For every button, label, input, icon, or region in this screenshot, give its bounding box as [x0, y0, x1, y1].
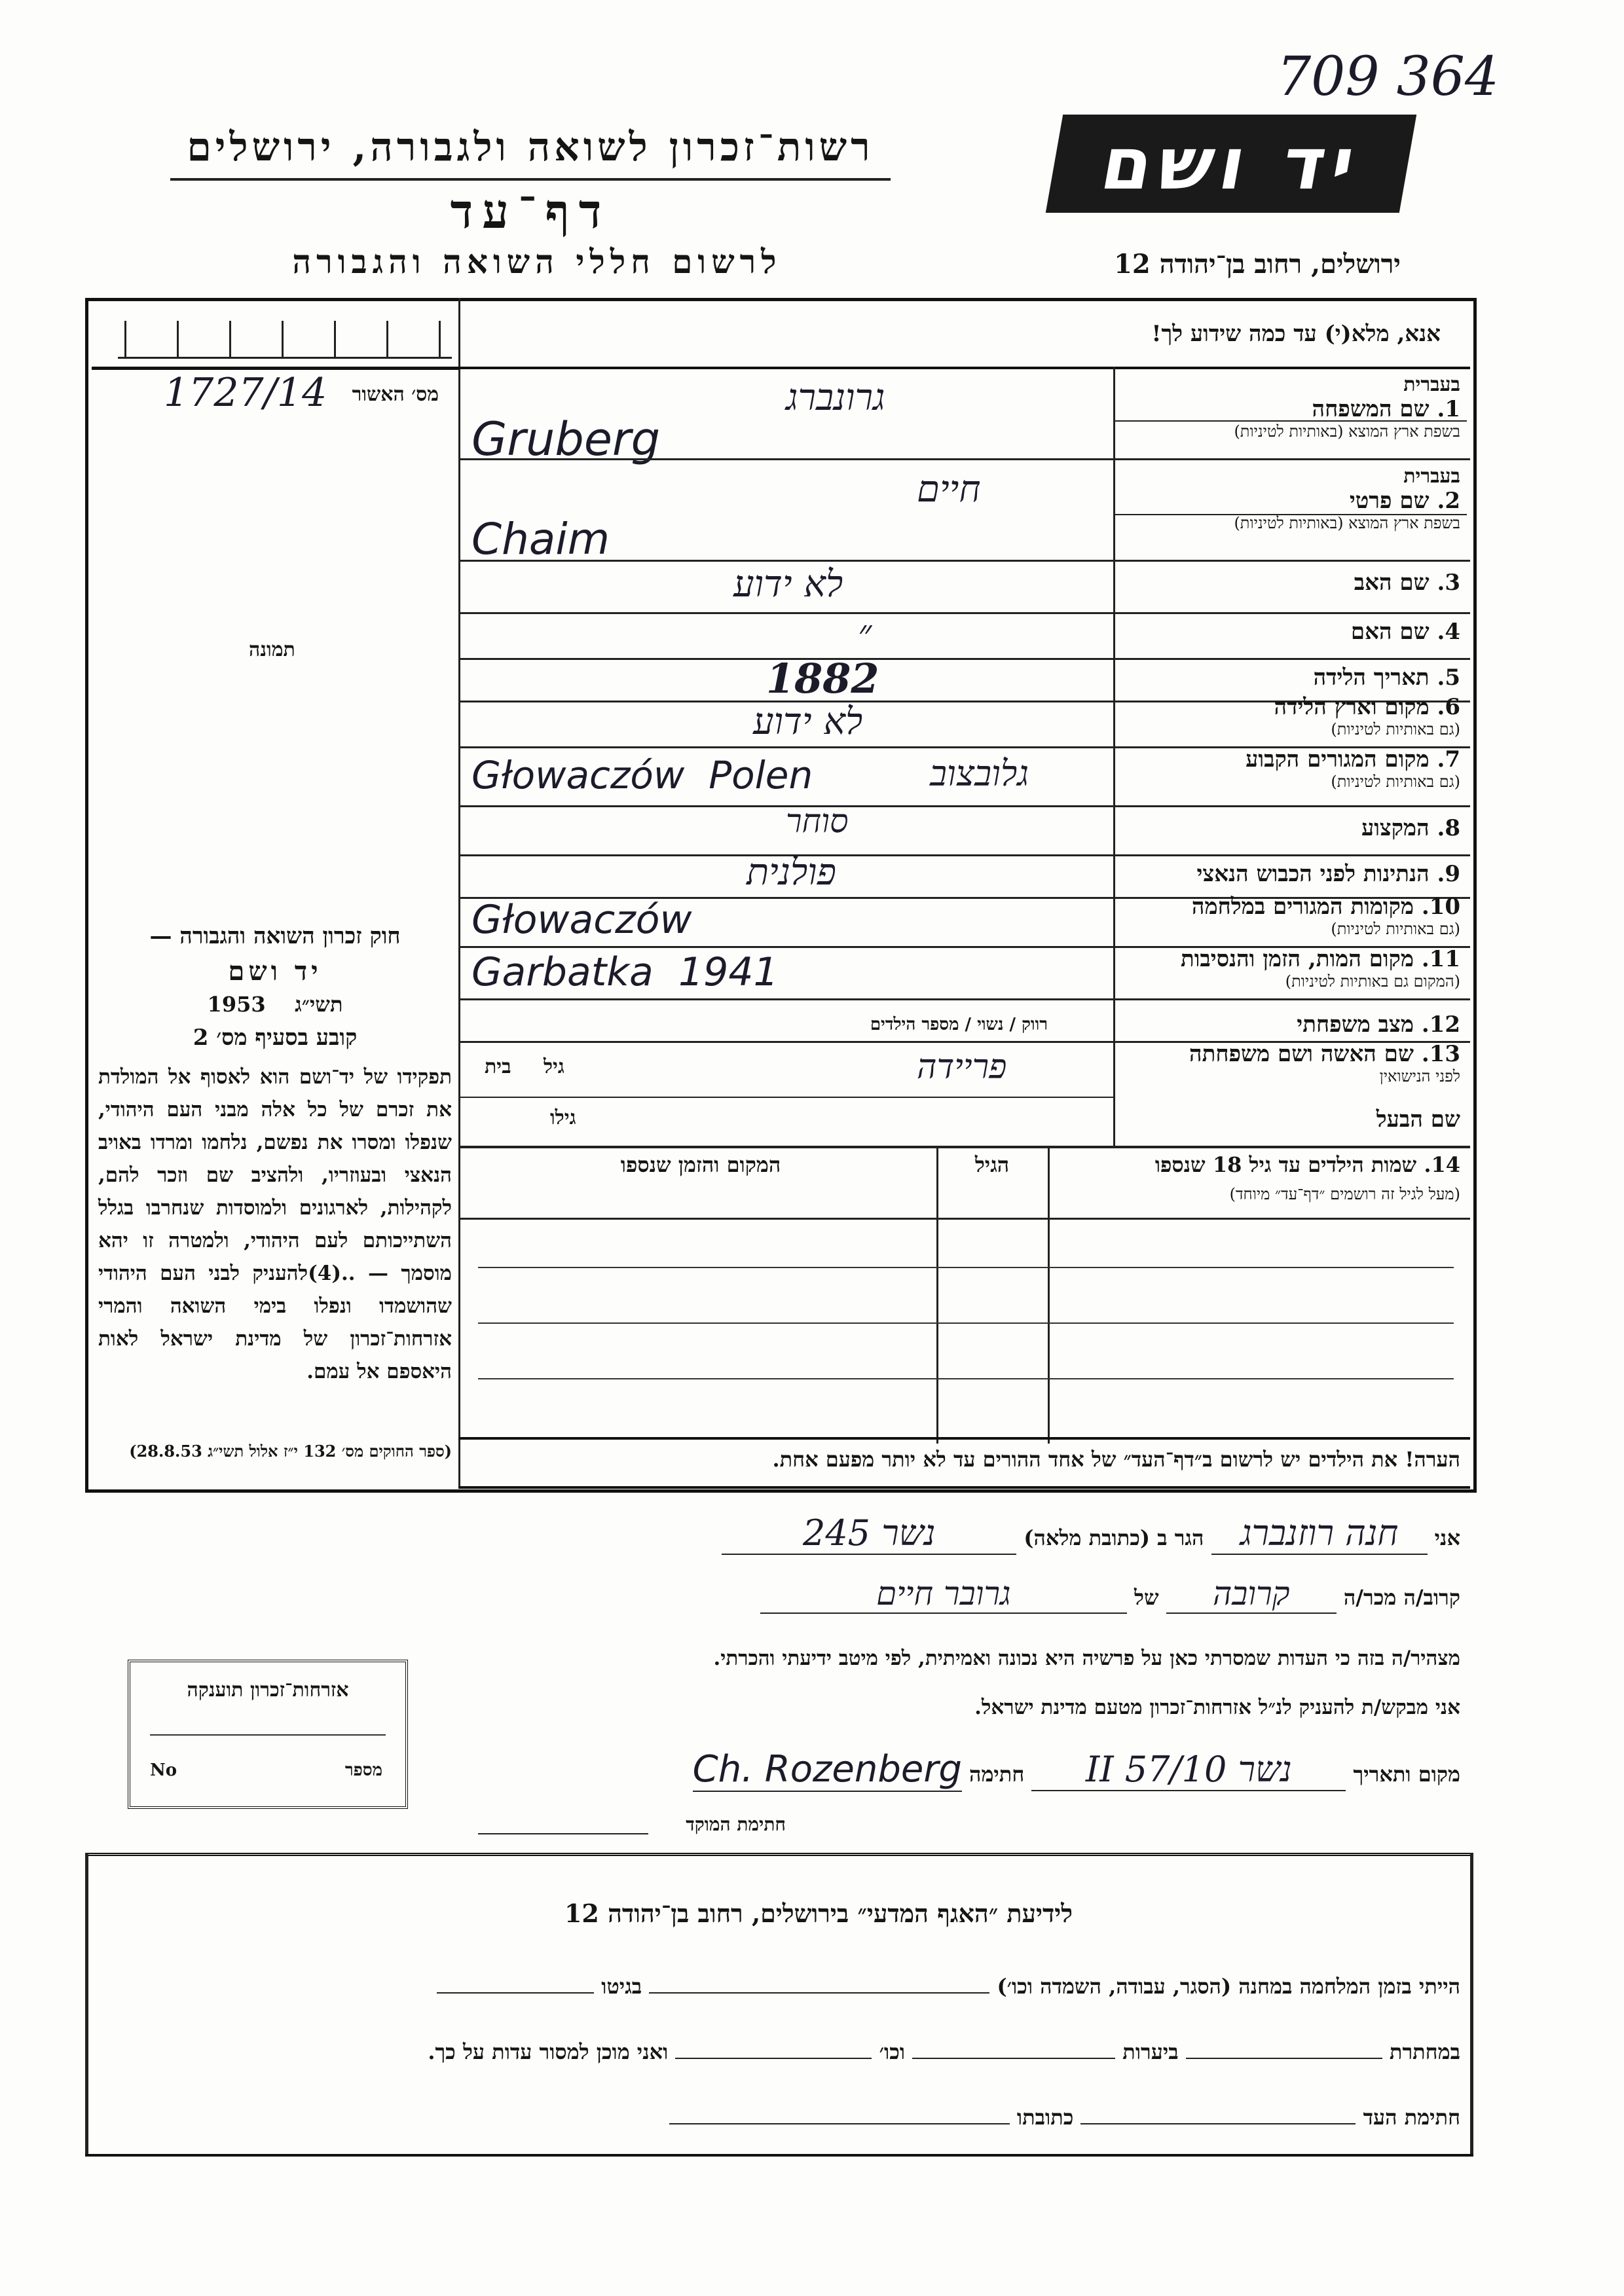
- authority-name: רשות־זכרון לשואה ולגבורה, ירושלים: [187, 124, 874, 170]
- field-9-label: הנתינות לפני הכבוש הנאצי: [1196, 861, 1430, 887]
- law-name: יד ושם: [228, 956, 322, 987]
- field-1-hint: בעברית: [1403, 373, 1460, 396]
- footer-blank-etc[interactable]: [675, 2058, 872, 2059]
- field-13-suffix-house: בית: [485, 1055, 511, 1078]
- field-1-value-lat[interactable]: Gruberg: [471, 412, 661, 466]
- field-2-num: 2.: [1437, 488, 1460, 514]
- field-12-label: מצב משפחתי: [1297, 1011, 1414, 1038]
- field-10-num: 10.: [1421, 894, 1460, 920]
- field-6-label: מקום וארץ הלידה: [1274, 694, 1430, 720]
- footer-blank-ghetto[interactable]: [437, 1992, 594, 1994]
- field-7-value-lat[interactable]: Głowaczów Polen: [471, 753, 813, 797]
- supervisor-signature-line[interactable]: [478, 1833, 648, 1834]
- field-3-num: 3.: [1437, 570, 1460, 596]
- field-12-options[interactable]: רווק / נשוי / מספר הילדים: [870, 1015, 1048, 1034]
- footer-title: לידיעת ״האגף המדעי״ בירושלים, רחוב בן־יהודה 12: [564, 1899, 1073, 1928]
- addr-label: הגר ב (כתובת מלאה): [1024, 1525, 1204, 1550]
- field-4-label: שם האם: [1350, 619, 1430, 645]
- footer-line1a: הייתי בזמן המלחמה במחנה (הסגר, עבודה, השמדה וכו׳): [997, 1974, 1460, 1999]
- field-1-label: שם המשפחה: [1312, 396, 1430, 422]
- law-section: קובע בסעיף מס׳ 2: [193, 1025, 358, 1051]
- footer-blank-address[interactable]: [669, 2123, 1010, 2124]
- relation-label: קרוב/ה מכר/ה: [1343, 1585, 1460, 1610]
- approval-label: מס׳ האשור: [352, 383, 439, 406]
- children-col-place: המקום והזמן שנספו: [620, 1152, 781, 1177]
- ani-value[interactable]: חנה רוזנברג: [1211, 1512, 1428, 1555]
- field-6-value[interactable]: לא ידוע: [753, 701, 863, 743]
- footer-line3b: כתובתו: [1016, 2105, 1074, 2130]
- certificate-title: אזרחות־זכרון תוענקה: [187, 1679, 349, 1702]
- field-10-sub: (גם באותיות לטיניות): [1331, 920, 1460, 938]
- footer-line1b: בגיטו: [601, 1974, 642, 1999]
- field-11-sub: (המקום גם באותיות לטיניות): [1285, 972, 1460, 991]
- yad-vashem-logo: [1046, 115, 1416, 213]
- field-2-value-lat[interactable]: Chaim: [471, 514, 610, 564]
- relation-value[interactable]: קרובה: [1166, 1575, 1337, 1614]
- footer-blank-camp[interactable]: [649, 1992, 989, 1994]
- footer-blank-forests[interactable]: [912, 2058, 1115, 2059]
- field-7-label: מקום המגורים הקבוע: [1246, 746, 1430, 773]
- certificate-box: [128, 1660, 408, 1809]
- logo-text: יד ושם: [1095, 122, 1367, 206]
- husband-label: שם הבעל: [1376, 1106, 1460, 1133]
- field-7-sub: (גם באותיות לטיניות): [1331, 773, 1460, 791]
- supervisor-label: חתימת המוקד: [686, 1813, 786, 1835]
- field-9-num: 9.: [1437, 861, 1460, 887]
- law-body: תפקידו של יד־ושם הוא לאסוף אל המולדת את זכרם של כל אלה מבני העם היהודי, שנפלו ומסרו את נפשם, נלחמו ומרדו באויב הנאצי ובעוזריו, ולהציב שם וזכר להם, לקהילות, לארגונים ולמוסדות שנחרבו בגלל השתייכותם לעם היהודי, ולמטרה זו יהא מוסמך — ..(4)להעניק לבני העם היהודי שהושמדו ונפלו בימי השואה והמרי אזרחות־זכרון של מדינת ישראל לאות היאספם אל עמם.: [98, 1065, 452, 1383]
- children-col-age: הגיל: [974, 1152, 1010, 1177]
- signature-label: חתימה: [969, 1762, 1025, 1787]
- field-5-value[interactable]: 1882: [766, 655, 879, 702]
- tick-marks: [118, 321, 452, 360]
- children-row[interactable]: [478, 1378, 1454, 1379]
- signature-value[interactable]: Ch. Rozenberg: [692, 1748, 962, 1791]
- field-13-sub: לפני הנישואין: [1379, 1067, 1460, 1085]
- footer-blank-signature[interactable]: [1080, 2123, 1356, 2124]
- approval-number: 1727/14: [164, 370, 327, 416]
- statement-2: אני מבקש/ת להעניק לנ״ל אזרחות־זכרון מטעם מדינת ישראל.: [974, 1696, 1460, 1719]
- field-6-sub: (גם באותיות לטיניות): [1331, 720, 1460, 738]
- field-7-value-he[interactable]: גלובצוב: [930, 753, 1029, 794]
- intro-line: אנא, מלא(י) עד כמה שידוע לך!: [1151, 321, 1441, 347]
- of-value[interactable]: גרובר חיים: [760, 1575, 1127, 1614]
- of-label: של: [1134, 1585, 1159, 1610]
- field-8-value[interactable]: סוחר: [786, 802, 849, 840]
- footer-line3a: חתימת העד: [1363, 2105, 1460, 2130]
- field-2-sub: בשפת ארץ המוצא (באותיות לטיניות): [1234, 514, 1460, 532]
- field-10-label: מקומות המגורים במלחמה: [1191, 894, 1414, 920]
- footer-line2a: במחתרת: [1389, 2039, 1460, 2064]
- field-10-value-lat[interactable]: Głowaczów: [471, 897, 692, 943]
- ani-label: אני: [1434, 1525, 1460, 1550]
- field-2-label: שם פרטי: [1349, 488, 1430, 514]
- field-13-suffix-age: גיל: [544, 1055, 564, 1078]
- law-reference: (ספר החוקים מס׳ 132 י״ז אלול תשי״ג 28.8.53): [129, 1442, 452, 1461]
- children-sub: (מעל לגיל זה רושמים ״דף־עד״ מיוחד): [1229, 1185, 1460, 1203]
- law-year: 1953: [207, 992, 266, 1017]
- place-date-value[interactable]: נשר 10/II 57: [1031, 1749, 1346, 1791]
- field-8-num: 8.: [1437, 815, 1460, 841]
- form-title: דף־עד: [450, 183, 611, 239]
- field-12-num: 12.: [1421, 1011, 1460, 1038]
- field-11-num: 11.: [1421, 946, 1460, 972]
- field-13-label: שם האשה ושם משפחתה: [1189, 1041, 1414, 1067]
- field-5-num: 5.: [1437, 665, 1460, 691]
- children-row[interactable]: [478, 1322, 1454, 1324]
- address: ירושלים, רחוב בן־יהודה 12: [1114, 249, 1401, 280]
- footer-line2d: ואני מוכן למסור עדות על כך.: [428, 2039, 669, 2064]
- footer-blank-underground[interactable]: [1186, 2058, 1382, 2059]
- field-13-num: 13.: [1421, 1041, 1460, 1067]
- place-date-label: מקום ותאריך: [1353, 1762, 1460, 1787]
- field-11-label: מקום המות, הזמן והנסיבות: [1180, 946, 1414, 972]
- field-1-value-he[interactable]: גרונברג: [786, 376, 885, 419]
- law-title: חוק זכרון השואה והגבורה —: [149, 923, 401, 949]
- field-13-value[interactable]: פריידה: [917, 1048, 1007, 1087]
- field-1-num: 1.: [1437, 396, 1460, 422]
- field-1-sub: בשפת ארץ המוצא (באותיות לטיניות): [1234, 422, 1460, 441]
- certificate-number-label: מספר: [344, 1760, 382, 1780]
- field-8-label: המקצוע: [1361, 815, 1430, 841]
- footer-line2c: וכו׳: [879, 2039, 906, 2064]
- field-2-hint: בעברית: [1403, 465, 1460, 488]
- husband-suffix: גילו: [550, 1106, 576, 1129]
- form-subtitle: לרשום חללי השואה והגבורה: [292, 242, 782, 281]
- field-4-num: 4.: [1437, 619, 1460, 645]
- note: הערה! את הילדים יש לרשום ב״דף־העד״ של אחד ההורים עד לא יותר מפעם אחת.: [772, 1447, 1460, 1472]
- children-row[interactable]: [478, 1267, 1454, 1268]
- law-year-heb: תשי״ג: [295, 992, 343, 1017]
- field-9-value[interactable]: פולנית: [747, 851, 836, 894]
- archive-number: 709 364: [1277, 46, 1500, 108]
- field-6-num: 6.: [1437, 694, 1460, 720]
- photo-label: תמונה: [249, 638, 295, 661]
- addr-value[interactable]: נשר 245: [722, 1512, 1016, 1555]
- field-3-value[interactable]: לא ידוע: [733, 563, 843, 606]
- certificate-no: No: [150, 1760, 177, 1780]
- field-3-label: שם האב: [1354, 570, 1430, 596]
- field-5-label: תאריך הלידה: [1313, 665, 1430, 691]
- statement-1: מצהיר/ה בזה כי העדות שמסרתי כאן על פרשיה היא נכונה ואמיתית, לפי מיטב ידיעתי והכרתי.: [713, 1647, 1460, 1670]
- field-4-value[interactable]: ״: [858, 612, 872, 655]
- footer-line2b: ביערות: [1122, 2039, 1179, 2064]
- field-11-value-lat[interactable]: Garbatka 1941: [471, 949, 779, 995]
- field-2-value-he[interactable]: חיים: [917, 468, 981, 511]
- field-7-num: 7.: [1437, 746, 1460, 773]
- children-label: 14. שמות הילדים עד גיל 18 שנספו: [1154, 1152, 1460, 1177]
